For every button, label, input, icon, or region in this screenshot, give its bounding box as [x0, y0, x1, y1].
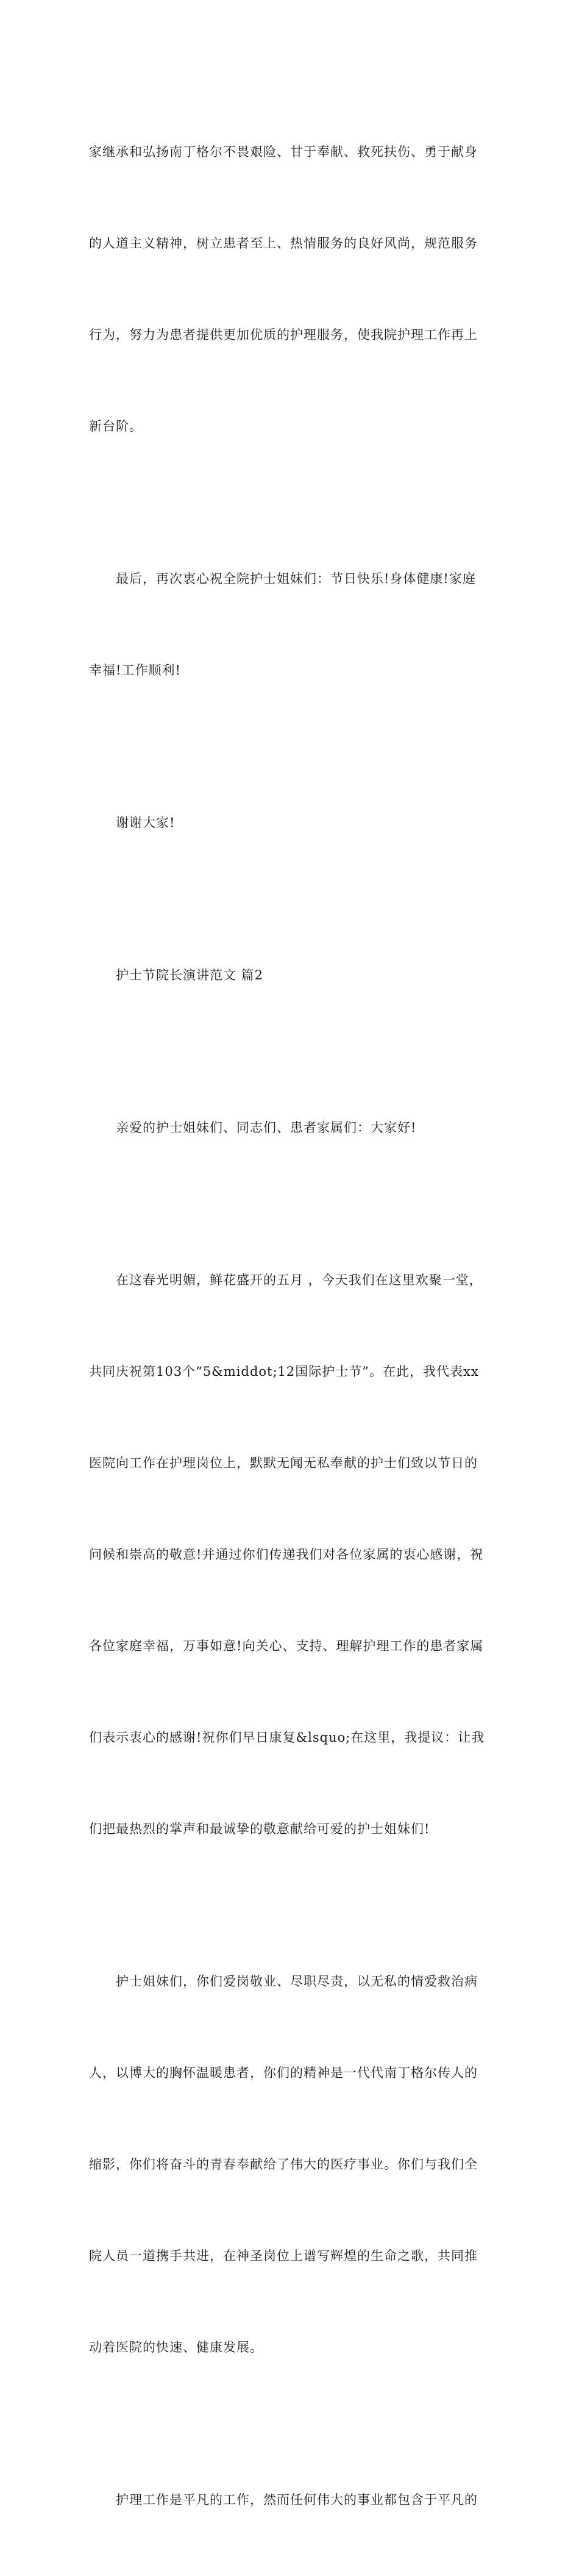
paragraph-thanks: [89, 746, 491, 899]
heading-line: 护士节院长演讲范文 篇2: [116, 968, 264, 982]
text-line: 新台阶。: [89, 419, 143, 434]
text-line: 缩影，你们将奋斗的青春奉献给了伟大的医疗事业。你们与我们全: [89, 2157, 478, 2172]
text-line: 幸福!工作顺利!: [89, 663, 181, 678]
text-line: 护理工作是平凡的工作，然而任何伟大的事业都包含于平凡的: [116, 2492, 478, 2507]
text-line: 人，以博大的胸怀温暖患者，你们的精神是一代代南丁格尔传人的: [89, 2066, 478, 2080]
document-page: [89, 76, 491, 2576]
text-line: 各位家庭幸福，万事如意!向关心、支持、理解护理工作的患者家属: [89, 1639, 484, 1653]
text-line: 在这春光明媚，鲜花盛开的五月 ，今天我们在这里欢聚一堂，: [116, 1273, 483, 1287]
paragraph-greeting: [89, 1051, 491, 1204]
text-line: 共同庆祝第103个“5&middot;12国际护士节”。在此，我代表xx: [89, 1364, 479, 1379]
text-line: 们把最热烈的掌声和最诚挚的敬意献给可爱的护士姐妹们!: [89, 1822, 430, 1836]
text-line: 家继承和弘扬南丁格尔不畏艰险、甘于奉献、救死扶伤、勇于献身: [89, 145, 478, 159]
text-line: 医院向工作在护理岗位上，默默无闻无私奉献的护士们致以节日的: [89, 1456, 478, 1470]
text-line: 谢谢大家!: [116, 815, 176, 830]
section-heading: [89, 899, 491, 1051]
paragraph-nursing-work: [89, 2424, 491, 2576]
paragraph-celebration: [89, 1204, 491, 1905]
paragraph-closing-wishes: [89, 503, 491, 746]
text-line: 们表示衷心的感谢!祝你们早日康复&lsquo;在这里，我提议：让我: [89, 1730, 485, 1745]
text-line: 行为，努力为患者提供更加优质的护理服务，使我院护理工作再上: [89, 327, 478, 342]
text-line: 护士姐妹们，你们爱岗敬业、尽职尽责，以无私的情爱救治病: [116, 1974, 478, 1989]
text-line: 动着医院的快速、健康发展。: [89, 2340, 263, 2355]
text-line: 问候和崇高的敬意!并通过你们传递我们对各位家属的衷心感谢，祝: [89, 1547, 484, 1562]
paragraph-1: [89, 76, 491, 503]
paragraph-nurses-praise: [89, 1905, 491, 2424]
text-line: 最后，再次衷心祝全院护士姐妹们：节日快乐!身体健康!家庭: [116, 571, 476, 586]
text-line: 的人道主义精神，树立患者至上、热情服务的良好风尚，规范服务: [89, 236, 478, 251]
text-line: 亲爱的护士姐妹们、同志们、患者家属们：大家好!: [116, 1120, 417, 1135]
text-line: 院人员一道携手共进，在神圣岗位上谱写辉煌的生命之歌，共同推: [89, 2249, 478, 2263]
